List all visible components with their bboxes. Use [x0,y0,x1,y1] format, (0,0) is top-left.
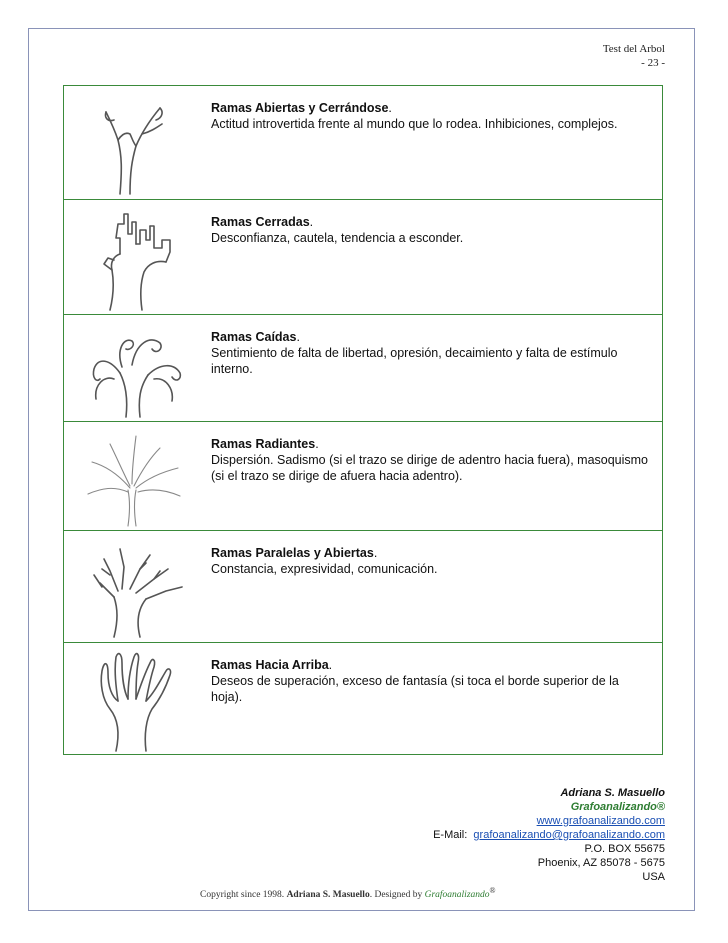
upward-branches-tree-icon [70,647,202,753]
row-title: Ramas Abiertas y Cerrándose [211,101,389,115]
row-title-punct: . [388,101,392,115]
row-title-punct: . [328,658,333,672]
table-row [64,531,662,643]
table-row [64,200,662,315]
row-text [211,436,651,484]
row-text [211,657,651,705]
row-description: Dispersión. Sadismo (si el trazo se dirige de adentro hacia fuera), masoquismo (si el trazo se dirige de afuera hacia adentro). [211,453,649,483]
row-description: Constancia, expresividad, comunicación. [211,562,438,576]
row-title: Ramas Hacia Arriba [211,658,329,672]
contact-block [433,786,665,884]
table-row [64,86,662,200]
page-header [603,42,665,70]
copyright-prefix: Copyright since 1998. [200,890,285,901]
parallel-open-branches-tree-icon [70,535,202,639]
row-text [211,545,651,577]
row-description: Sentimiento de falta de libertad, opresión, decaimiento y falta de estímulo interno. [211,346,618,376]
email-link[interactable]: grafoanalizando@grafoanalizando.com [473,829,665,841]
row-title-punct: . [296,330,300,344]
page-number: - 23 - [641,57,665,69]
row-description: Actitud introvertida frente al mundo que lo rodea. Inhibiciones, complejos. [211,117,618,131]
branches-table [63,85,663,755]
row-title-punct: . [309,215,314,229]
copyright-author: Adriana S. Masuello [286,890,370,901]
country: USA [642,871,665,883]
copyright-mark: ® [489,886,496,895]
row-text [211,329,651,377]
brand-name: Grafoanalizando® [570,801,665,813]
author-name: Adriana S. Masuello [560,787,665,799]
po-box: P.O. BOX 55675 [584,843,665,855]
row-title-punct: . [373,546,378,560]
closed-branches-tree-icon [70,204,202,312]
row-text [211,100,651,132]
row-text [211,214,651,246]
row-title: Ramas Paralelas y Abiertas [211,546,374,560]
copyright-middle: . Designed by [369,890,423,901]
row-title: Ramas Cerradas [211,215,310,229]
website-link[interactable]: www.grafoanalizando.com [536,815,665,827]
table-row [64,315,662,422]
email-label: E-Mail: [433,829,468,841]
row-description: Deseos de superación, exceso de fantasía (si toca el borde superior de la hoja). [211,674,619,704]
city-line: Phoenix, AZ 85078 - 5675 [537,857,665,869]
table-row [64,422,662,531]
row-description: Desconfianza, cautela, tendencia a esconder. [211,231,464,245]
email-line [433,828,665,842]
copyright-footer [200,886,496,900]
row-title: Ramas Caídas [211,330,297,344]
row-title: Ramas Radiantes [211,437,316,451]
open-closing-branches-tree-icon [70,90,202,196]
row-title-punct: . [315,437,319,451]
copyright-brand: Grafoanalizando [424,890,490,901]
document-title: Test del Arbol [602,43,665,55]
table-row [64,643,662,754]
drooping-branches-tree-icon [70,319,202,419]
radiant-branches-tree-icon [70,426,202,528]
